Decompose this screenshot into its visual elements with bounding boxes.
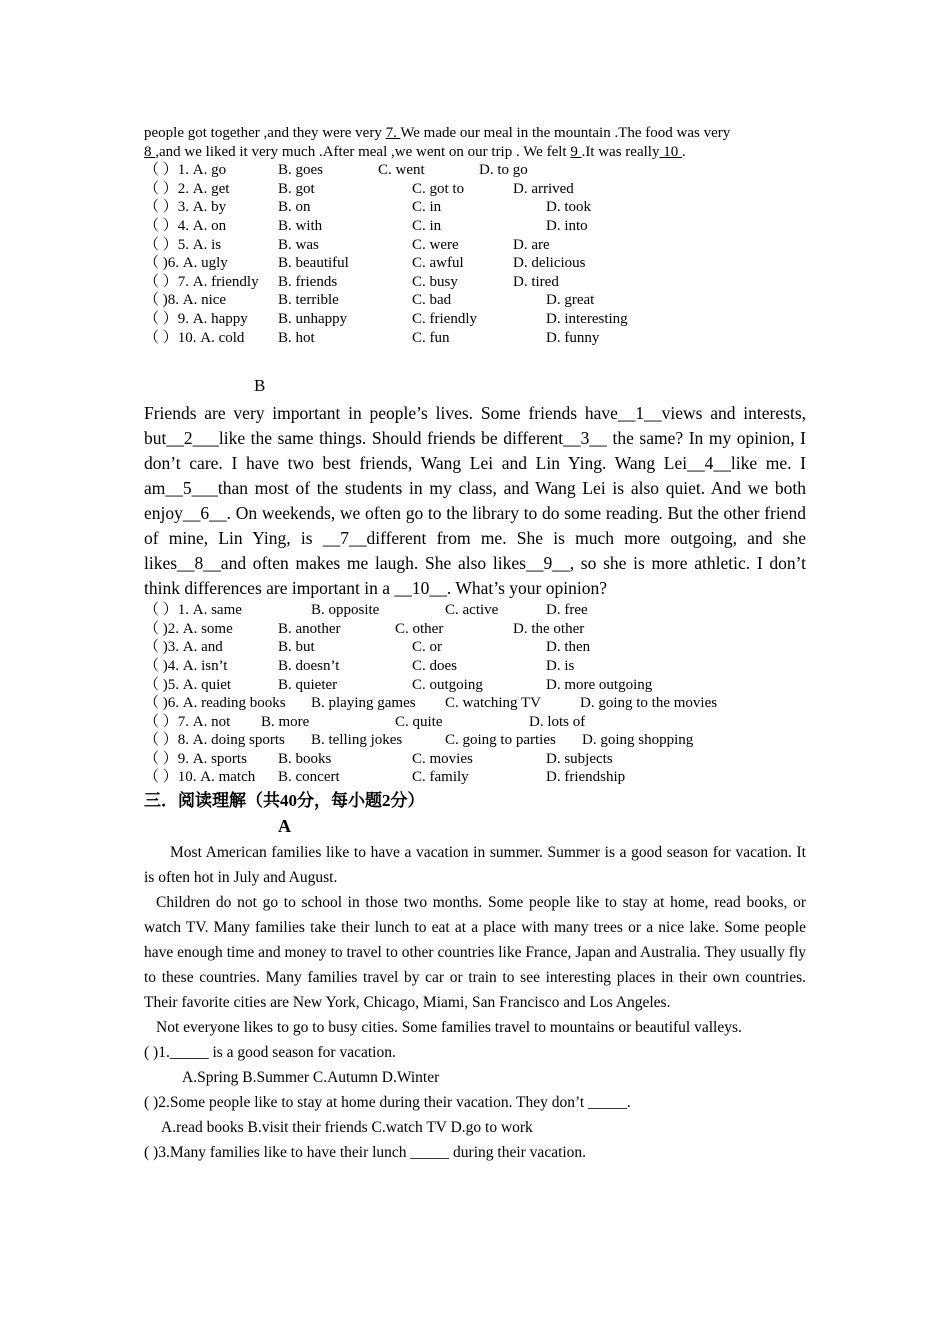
option-a: （ ）9. A. happy: [144, 310, 248, 327]
option-b: B. opposite: [311, 602, 380, 619]
question-2: ( )2.Some people like to stay at home during their vacation. They don’t _____.: [144, 1094, 631, 1112]
option-a: （ ）3. A. by: [144, 199, 227, 216]
option-b: B. with: [278, 217, 323, 234]
option-b: B. quieter: [278, 676, 338, 693]
option-b: B. books: [278, 750, 332, 767]
option-c: C. bad: [412, 292, 452, 309]
option-c: C. quite: [395, 713, 443, 730]
option-d: D. great: [546, 292, 595, 309]
option-d: D. then: [546, 639, 591, 656]
option-d: D. the other: [513, 620, 585, 637]
option-c: C. busy: [412, 273, 458, 290]
option-b: B. got: [278, 180, 315, 197]
option-b: B. was: [278, 236, 319, 253]
reading-paragraph-1: Most American families like to have a vacation in summer. Summer is a good season for vacation. It is often hot in July and August.: [144, 844, 806, 887]
question-1-options: A.Spring B.Summer C.Autumn D.Winter: [182, 1069, 440, 1087]
option-c: C. going to parties: [445, 732, 556, 749]
option-b: B. beautiful: [278, 255, 349, 272]
reading-paragraph-3: Not everyone likes to go to busy cities. Some families travel to mountains or beautiful valleys.: [156, 1019, 742, 1037]
title-points: 40: [280, 791, 297, 811]
blank-9: 9: [570, 143, 582, 160]
option-d: D. into: [546, 217, 588, 234]
options-b-list: [144, 601, 806, 787]
option-a: （ ）1. A. go: [144, 162, 227, 179]
option-d: D. friendship: [546, 769, 626, 786]
option-c: C. went: [378, 162, 425, 179]
option-d: D. are: [513, 236, 550, 253]
tail-text-1: people got together ,and they were very: [144, 125, 386, 141]
title-part: 三．阅读理解（共: [144, 791, 280, 812]
option-a: （ ）8. A. doing sports: [144, 732, 285, 749]
option-row: [144, 694, 806, 713]
option-c: C. other: [395, 620, 444, 637]
option-b: B. on: [278, 199, 311, 216]
option-row: [144, 638, 806, 657]
exam-page: [144, 124, 806, 1165]
option-a: （ )6. A. ugly: [144, 255, 228, 272]
option-row: [144, 657, 806, 676]
option-d: D. tired: [513, 273, 559, 290]
blank-8: 8: [144, 143, 156, 160]
option-c: C. outgoing: [412, 676, 483, 693]
option-d: D. interesting: [546, 310, 628, 327]
title-part: 分，每小题: [297, 791, 382, 812]
blank-10: 10: [659, 143, 682, 160]
title-points-each: 2: [382, 791, 391, 811]
section-b-passage: Friends are very important in people’s lives. Some friends have__1__views and interests, but__2___like the same things. Should friends be different__3__ the same? In my opinion, I don’t care. I have two best friends, Wang Lei and Lin Ying. Wang Lei__4__like me. I am__5___than most of the students in my class, and Wang Lei is also quiet. And we both enjoy__6__. On weekends, we often go to the library to do some reading. But the other friend of mine, Lin Ying, is __7__different from me. She is much more outgoing, and she likes__8__and often makes me laugh. She also likes__9__, so she is more athletic. I don’t think differences are important in a __10__. What’s your opinion?: [144, 403, 806, 599]
option-c: C. friendly: [412, 310, 477, 327]
title-part: 分）: [390, 791, 425, 812]
option-b: B. doesn’t: [278, 657, 340, 674]
option-a: （ ）4. A. on: [144, 217, 227, 234]
option-row: [144, 254, 806, 273]
section-b-heading: B: [254, 376, 266, 396]
option-row: [144, 273, 806, 292]
option-b: B. playing games: [311, 695, 416, 712]
option-row: [144, 236, 806, 255]
option-a: （ ）9. A. sports: [144, 750, 247, 767]
tail-text-5: .: [681, 143, 686, 160]
option-a: （ )4. A. isn’t: [144, 657, 228, 674]
option-b: B. friends: [278, 273, 338, 290]
tail-text-2: We made our meal in the mountain .The food was very: [400, 125, 731, 141]
question-1: ( )1._____ is a good season for vacation.: [144, 1044, 396, 1062]
option-c: C. does: [412, 657, 457, 674]
option-a: （ ）7. A. not: [144, 713, 231, 730]
option-c: C. family: [412, 769, 469, 786]
option-c: C. or: [412, 639, 442, 656]
option-c: C. movies: [412, 750, 473, 767]
option-row: [144, 750, 806, 769]
option-d: D. took: [546, 199, 591, 216]
option-row: [144, 713, 806, 732]
option-b: B. another: [278, 620, 341, 637]
option-row: [144, 310, 806, 329]
option-d: D. funny: [546, 329, 600, 346]
option-row: [144, 329, 806, 348]
option-a: （ ）1. A. same: [144, 602, 242, 619]
cloze-a-tail: [144, 124, 806, 161]
option-b: B. goes: [278, 162, 323, 179]
option-a: （ )5. A. quiet: [144, 676, 232, 693]
option-row: [144, 217, 806, 236]
option-c: C. awful: [412, 255, 464, 272]
option-b: B. telling jokes: [311, 732, 403, 749]
question-2-options: A.read books B.visit their friends C.watch TV D.go to work: [161, 1119, 533, 1137]
option-d: D. is: [546, 657, 575, 674]
option-a: （ ）10. A. match: [144, 769, 256, 786]
option-a: （ ）5. A. is: [144, 236, 222, 253]
option-a: （ )8. A. nice: [144, 292, 227, 309]
option-d: D. subjects: [546, 750, 613, 767]
option-a: （ )2. A. some: [144, 620, 233, 637]
options-a-list: [144, 161, 806, 347]
option-row: [144, 198, 806, 217]
option-row: [144, 731, 806, 750]
option-b: B. unhappy: [278, 310, 348, 327]
option-d: D. lots of: [529, 713, 586, 730]
option-b: B. hot: [278, 329, 315, 346]
option-b: B. terrible: [278, 292, 339, 309]
option-c: C. watching TV: [445, 695, 541, 712]
question-3: ( )3.Many families like to have their lunch _____ during their vacation.: [144, 1144, 587, 1162]
option-row: [144, 161, 806, 180]
tail-text-4: .It was really: [581, 143, 660, 160]
option-b: B. more: [261, 713, 310, 730]
option-d: D. free: [546, 602, 588, 619]
option-row: [144, 291, 806, 310]
option-a: （ ）10. A. cold: [144, 329, 245, 346]
option-b: B. but: [278, 639, 315, 656]
option-a: （ ）7. A. friendly: [144, 273, 259, 290]
option-c: C. fun: [412, 329, 450, 346]
option-c: C. in: [412, 199, 442, 216]
option-c: C. in: [412, 217, 442, 234]
option-d: D. arrived: [513, 180, 574, 197]
option-row: [144, 601, 806, 620]
option-d: D. going shopping: [582, 732, 694, 749]
option-a: （ )6. A. reading books: [144, 695, 286, 712]
option-b: B. concert: [278, 769, 340, 786]
option-a: （ )3. A. and: [144, 639, 223, 656]
option-d: D. delicious: [513, 255, 586, 272]
option-d: D. more outgoing: [546, 676, 653, 693]
section-3-title: [144, 790, 806, 812]
option-row: [144, 768, 806, 787]
reading-a-heading: A: [278, 816, 291, 837]
option-d: D. going to the movies: [580, 695, 718, 712]
reading-paragraph-2: Children do not go to school in those two months. Some people like to stay at home, read books, or watch TV. Many families take their lunch to eat at a place with many trees or a nice lake. Some people have enough time and money to travel to other countries like France, Japan and Australia. They usually fly to these countries. Many families travel by car or train to see interesting places in their own countries. Their favorite cities are New York, Chicago, Miami, San Francisco and Los Angeles.: [144, 894, 806, 1012]
tail-text-3: ,and we liked it very much .After meal ,we went on our trip . We felt: [155, 143, 571, 160]
option-c: C. were: [412, 236, 459, 253]
option-row: [144, 676, 806, 695]
blank-7: 7.: [385, 125, 401, 141]
option-c: C. got to: [412, 180, 465, 197]
option-row: [144, 180, 806, 199]
option-d: D. to go: [479, 162, 528, 179]
option-c: C. active: [445, 602, 499, 619]
option-row: [144, 620, 806, 639]
option-a: （ ）2. A. get: [144, 180, 230, 197]
